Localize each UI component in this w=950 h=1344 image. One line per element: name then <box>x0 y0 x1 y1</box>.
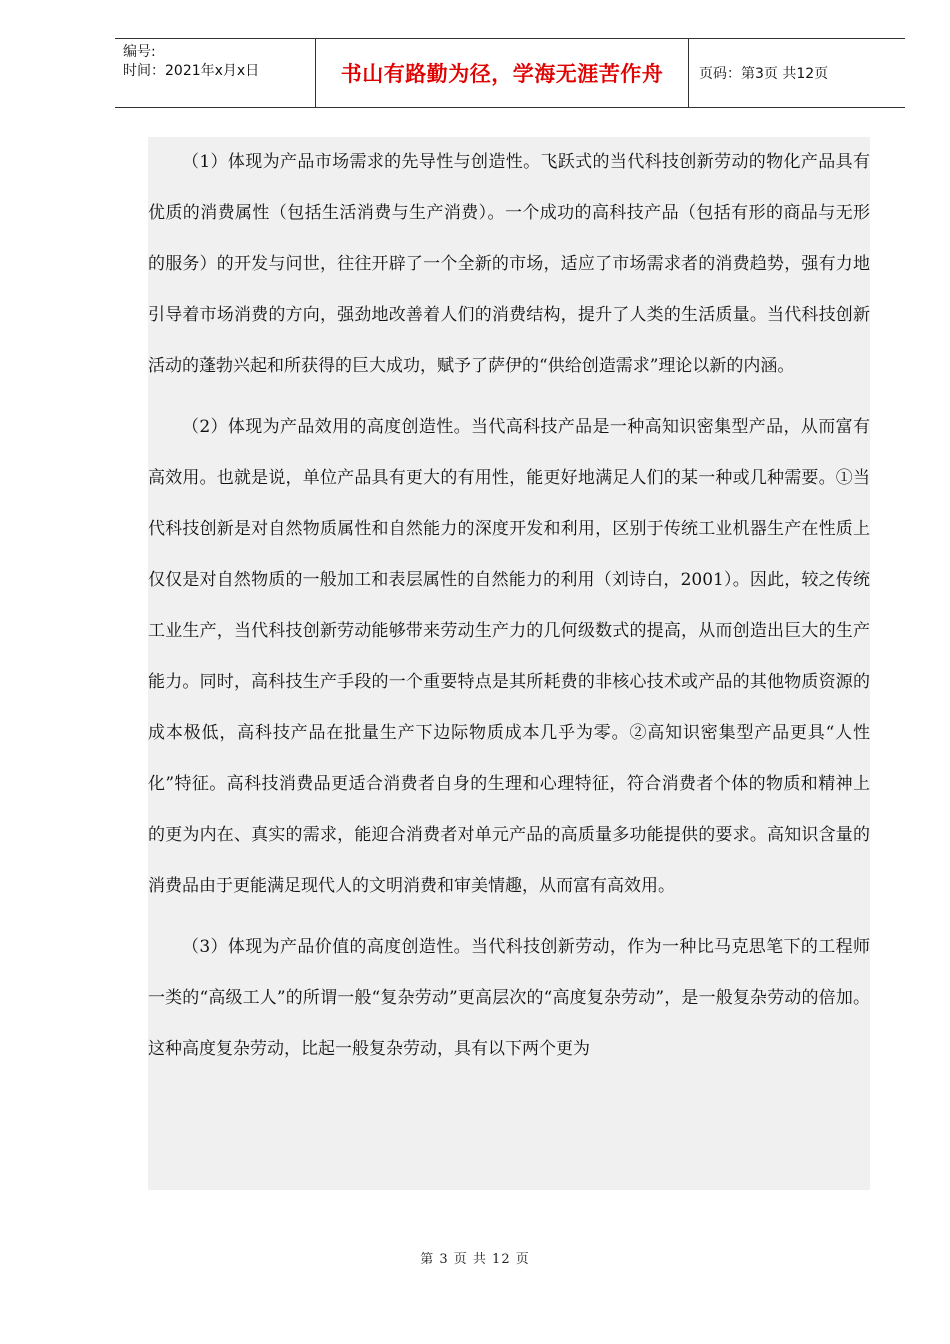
header-page-info: 页码：第3页 共12页 <box>699 66 829 82</box>
body-text-block <box>148 137 870 1190</box>
document-time-label: 时间：2021年x月x日 <box>123 63 260 79</box>
paragraph-3: （3）体现为产品价值的高度创造性。当代科技创新劳动，作为一种比马克思笔下的工程师一类的“高级工人”的所谓一般“复杂劳动”更高层次的“高度复杂劳动”，是一般复杂劳动的倍加。这种高度复杂劳动，比起一般复杂劳动，具有以下两个更为 <box>148 937 870 1059</box>
header-meta-cell <box>115 39 316 107</box>
document-header <box>115 38 905 108</box>
header-motto: 书山有路勤为径，学海无涯苦作舟 <box>316 39 689 107</box>
paragraph-1: （1）体现为产品市场需求的先导性与创造性。飞跃式的当代科技创新劳动的物化产品具有优质的消费属性（包括生活消费与生产消费）。一个成功的高科技产品（包括有形的商品与无形的服务）的开发与问世，往往开辟了一个全新的市场，适应了市场需求者的消费趋势，强有力地引导着市场消费的方向，强劲地改善着人们的消费结构，提升了人类的生活质量。当代科技创新活动的蓬勃兴起和所获得的巨大成功，赋予了萨伊的“供给创造需求”理论以新的内涵。 <box>148 152 870 376</box>
page-footer: 第 3 页 共 12 页 <box>420 1252 530 1267</box>
document-number-label: 编号: <box>123 44 156 60</box>
paragraph-2: （2）体现为产品效用的高度创造性。当代高科技产品是一种高知识密集型产品，从而富有高效用。也就是说，单位产品具有更大的有用性，能更好地满足人们的某一种或几种需要。①当代科技创新是对自然物质属性和自然能力的深度开发和利用，区别于传统工业机器生产在性质上仅仅是对自然物质的一般加工和表层属性的自然能力的利用（刘诗白，2001）。因此，较之传统工业生产，当代科技创新劳动能够带来劳动生产力的几何级数式的提高，从而创造出巨大的生产能力。同时，高科技生产手段的一个重要特点是其所耗费的非核心技术或产品的其他物质资源的成本极低，高科技产品在批量生产下边际物质成本几乎为零。②高知识密集型产品更具“人性化”特征。高科技消费品更适合消费者自身的生理和心理特征，符合消费者个体的物质和精神上的更为内在、真实的需求，能迎合消费者对单元产品的高质量多功能提供的要求。高知识含量的消费品由于更能满足现代人的文明消费和审美情趣，从而富有高效用。 <box>148 417 870 896</box>
